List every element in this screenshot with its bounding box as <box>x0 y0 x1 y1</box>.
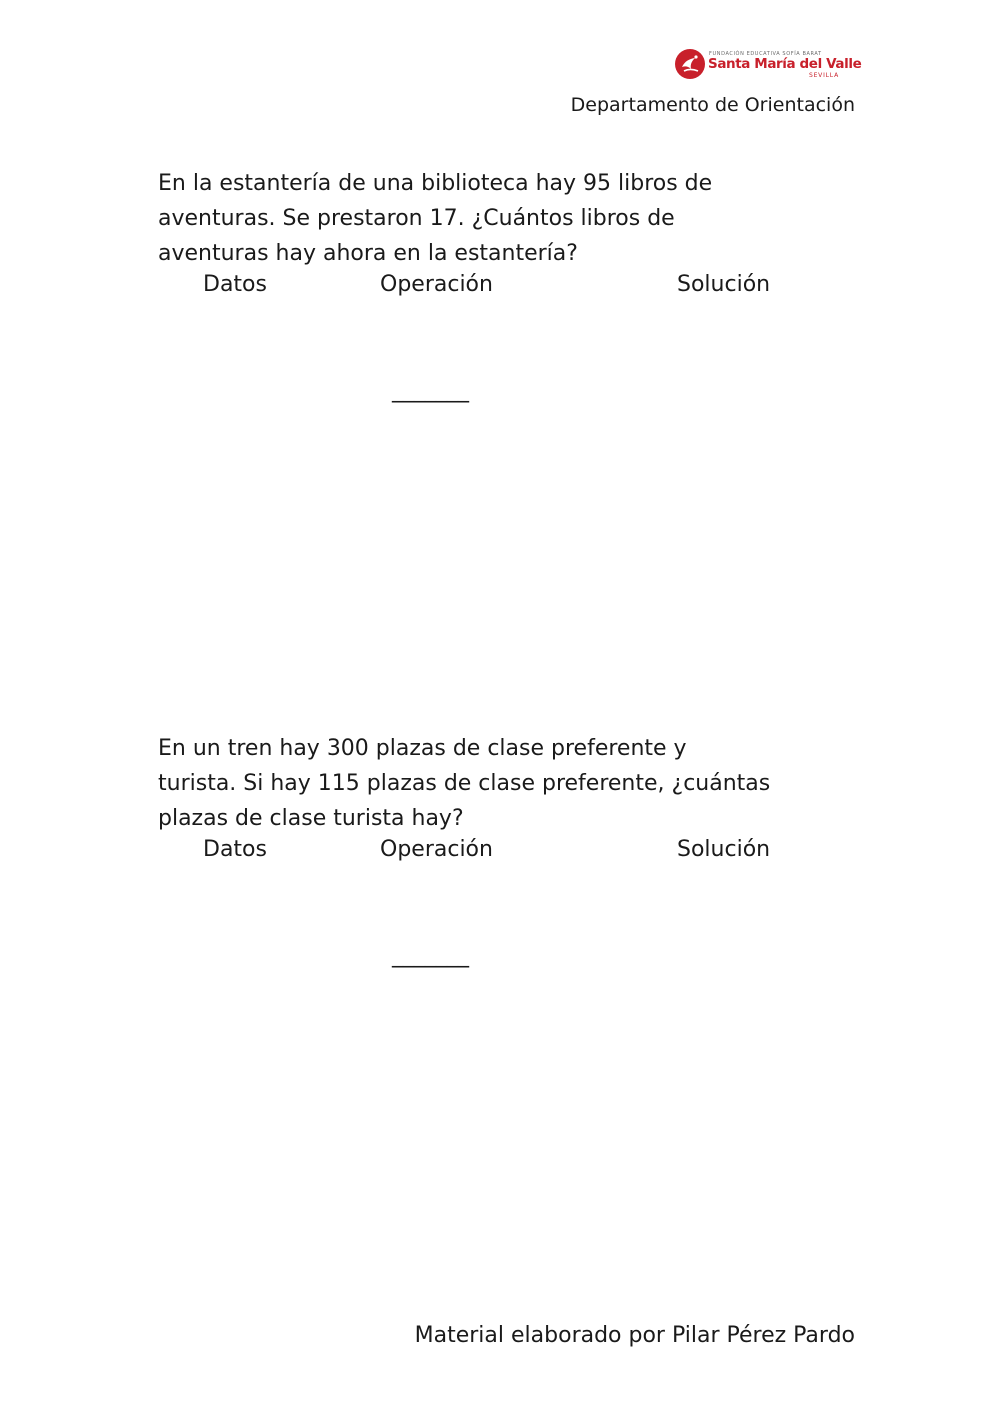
problem-line: turista. Si hay 115 plazas de clase preferente, ¿cuántas <box>158 771 771 796</box>
logo-emblem-icon <box>675 49 705 79</box>
logo-city-text: SEVILLA <box>808 72 839 79</box>
problem-1-solution-label: Solución <box>677 272 771 297</box>
problem-2-statement <box>158 731 798 836</box>
author-credit: Material elaborado por Pilar Pérez Pardo <box>414 1323 855 1348</box>
problem-line: aventuras. Se prestaron 17. ¿Cuántos libros de <box>158 206 675 231</box>
problem-1-operation-label: Operación <box>380 272 493 297</box>
logo-school-name: Santa María del Valle <box>708 56 862 72</box>
school-logo <box>675 47 862 81</box>
problem-2-operation-label: Operación <box>380 837 493 862</box>
logo-foundation-text: FUNDACIÓN EDUCATIVA SOFÍA BARAT <box>709 51 822 57</box>
problem-2-solution-label: Solución <box>677 837 771 862</box>
problem-1-answer-blank[interactable]: _______ <box>392 378 469 403</box>
problem-1-statement <box>158 166 798 271</box>
problem-1-data-label: Datos <box>203 272 267 297</box>
problem-line: plazas de clase turista hay? <box>158 806 464 831</box>
problem-2-answer-blank[interactable]: _______ <box>392 943 469 968</box>
problem-line: En la estantería de una biblioteca hay 95 libros de <box>158 171 713 196</box>
problem-2-data-label: Datos <box>203 837 267 862</box>
problem-line: En un tren hay 300 plazas de clase preferente y <box>158 736 687 761</box>
department-title: Departamento de Orientación <box>570 94 855 116</box>
problem-line: aventuras hay ahora en la estantería? <box>158 241 578 266</box>
